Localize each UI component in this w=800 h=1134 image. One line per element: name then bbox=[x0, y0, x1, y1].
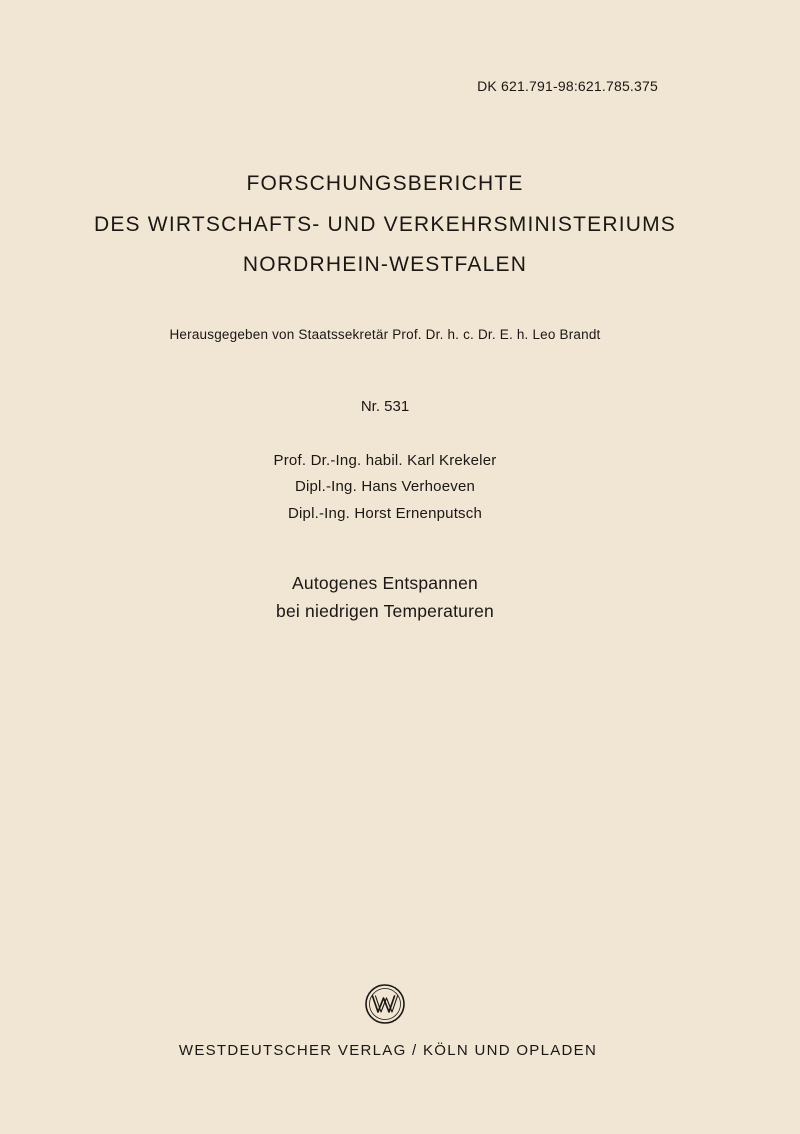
publisher-logo-icon bbox=[364, 983, 406, 1025]
series-title-line-3: NORDRHEIN-WESTFALEN bbox=[242, 253, 528, 276]
author-3: Dipl.-Ing. Horst Ernenputsch bbox=[287, 505, 482, 522]
author-1: Prof. Dr.-Ing. habil. Karl Krekeler bbox=[273, 452, 497, 469]
publisher-line: WESTDEUTSCHER VERLAG / KÖLN UND OPLADEN bbox=[178, 1042, 598, 1059]
author-2: Dipl.-Ing. Hans Verhoeven bbox=[294, 478, 476, 495]
series-title-line-2: DES WIRTSCHAFTS- UND VERKEHRSMINISTERIUMS bbox=[93, 213, 676, 236]
series-title-line-1: FORSCHUNGSBERICHTE bbox=[246, 172, 524, 195]
title-line-2: bei niedrigen Temperaturen bbox=[276, 601, 494, 621]
report-number: Nr. 531 bbox=[360, 398, 410, 415]
editor-line: Herausgegeben von Staatssekretär Prof. Dr. h. c. Dr. E. h. Leo Brandt bbox=[169, 327, 601, 342]
classification-code: DK 621.791-98:621.785.375 bbox=[477, 78, 658, 94]
title-line-1: Autogenes Entspannen bbox=[292, 573, 478, 593]
